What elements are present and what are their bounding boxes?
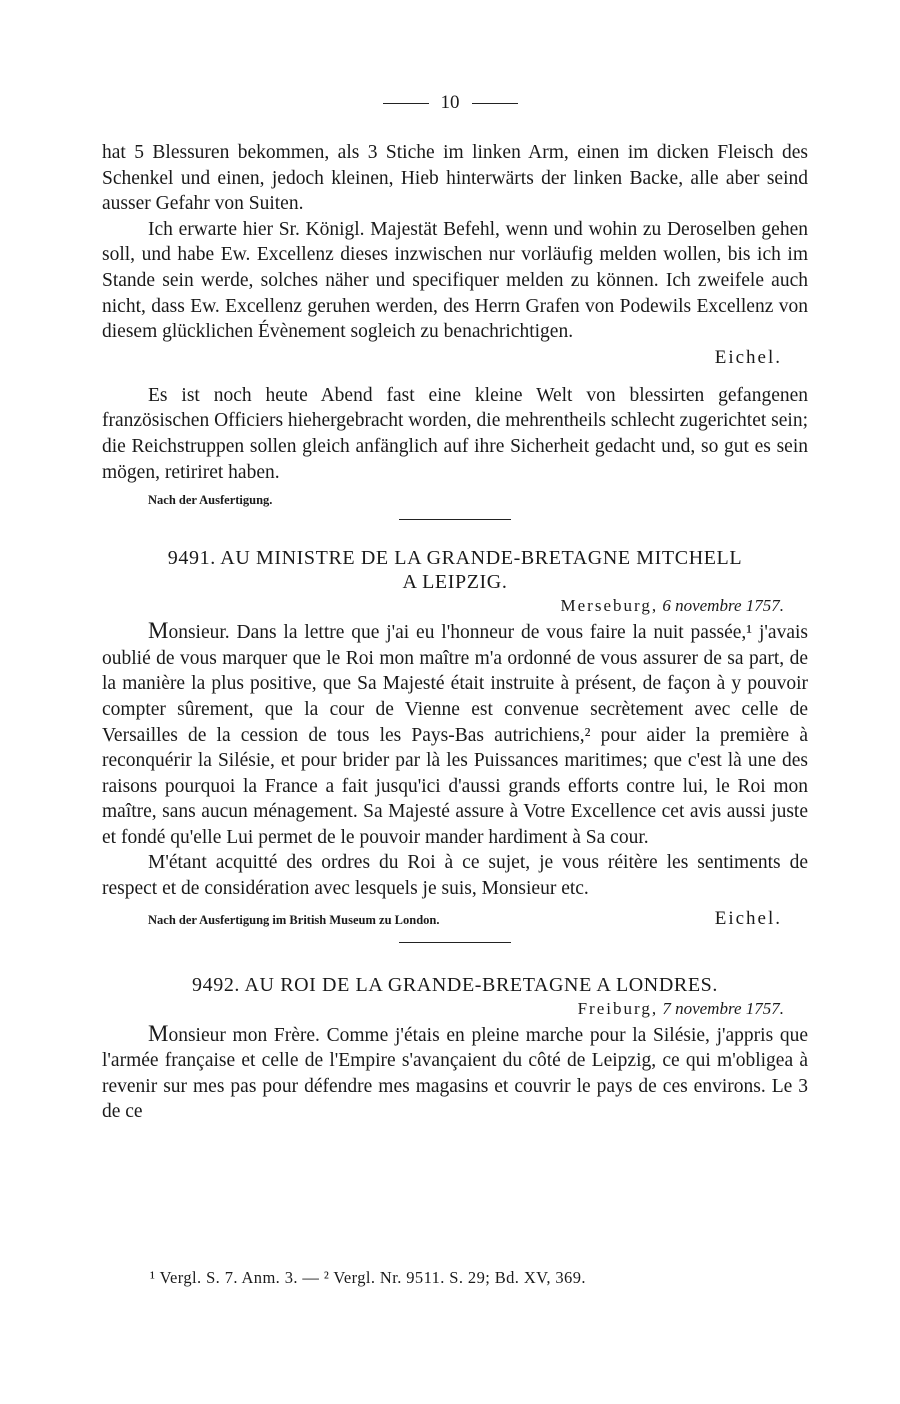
initial-m-9491: M: [148, 618, 169, 644]
heading-9492: 9492. AU ROI DE LA GRANDE-BRETAGNE A LONDRES.: [192, 973, 718, 996]
initial-m-9492: M: [148, 1020, 169, 1046]
page-number-text: 10: [440, 92, 460, 113]
heading-9491-line1: 9491. AU MINISTRE DE LA GRANDE-BRETAGNE MITCHELL: [167, 547, 743, 570]
dateline-9491-date: 6 novembre 1757.: [662, 596, 784, 616]
heading-9491-line2: A LEIPZIG.: [402, 571, 508, 594]
page-number: [0, 88, 900, 118]
page-number-dash-left: [383, 103, 429, 104]
dateline-9491-place: Merseburg,: [560, 596, 659, 616]
dateline-9492: [102, 997, 808, 1021]
dateline-9492-date: 7 novembre 1757.: [662, 998, 784, 1018]
source-note-9491: Nach der Ausfertigung im British Museum zu London.: [148, 912, 440, 927]
letter-9491-paragraph-1: [102, 618, 808, 850]
dateline-9491: [102, 594, 808, 618]
footnotes: ¹ Vergl. S. 7. Anm. 3. — ² Vergl. Nr. 9511. S. 29; Bd. XV, 369.: [150, 1268, 586, 1287]
source-note-1: Nach der Ausfertigung.: [148, 493, 273, 508]
postscript-paragraph: Es ist noch heute Abend fast eine kleine Welt von blessirten gefangenen französischen Officiers hiehergebracht worden, die mehrentheils schlecht zugerichtet sein; die Reichstruppen sollen gleich anfänglich auf ihre Sicherheit gedacht und, so gut es sein mögen, retiriret haben.: [102, 384, 808, 483]
letter-9491-paragraph-2: M'étant acquitté des ordres du Roi à ce sujet, je vous réitère les sentiments de respect et de considération avec lesquels je suis, Monsieur etc.: [102, 852, 808, 900]
source-row-9491: [102, 906, 808, 932]
letter-9492-paragraph-1-text: onsieur mon Frère. Comme j'étais en pleine marche pour la Silésie, j'appris que l'armée française et celle de l'Empire s'avançaient du côté de Leipzig, ce qui m'obligea à revenir sur mes pas pour défendre mes magasins et couvrir le pays de ces environs. Le 3 de ce: [102, 1024, 808, 1123]
signature-eichel-2: Eichel.: [714, 907, 782, 929]
page-body: [102, 140, 808, 1125]
dateline-9492-place: Freiburg,: [577, 998, 659, 1018]
page-number-dash-right: [472, 103, 518, 104]
opening-paragraph: hat 5 Blessuren bekommen, als 3 Stiche im linken Arm, einen im dicken Fleisch des Schenkel und einen, jedoch kleinen, Hieb hinterwärts der linken Backe, alle aber seind ausser Gefahr von Suiten.: [102, 142, 808, 215]
letter-9492-paragraph-1: [102, 1021, 808, 1125]
opening-paragraph-2: Ich erwarte hier Sr. Königl. Majestät Befehl, wenn und wohin zu Deroselben gehen soll, und habe Ew. Excellenz dieses inzwischen nur vorläufig melden wollen, bis ich im Stande sein werde, solches näher und specifiquer melden zu können. Ich zweifele auch nicht, dass Ew. Excellenz geruhen werden, des Herrn Grafen von Podewils Excellenz von diesem glücklichen Évènement sogleich zu benachrichtigen.: [102, 218, 808, 343]
signature-eichel-1: Eichel.: [714, 346, 782, 368]
letter-9491-paragraph-1-text: onsieur. Dans la lettre que j'ai eu l'honneur de vous faire la nuit passée,¹ j'avais oublié de vous marquer que le Roi mon maître m'a ordonné de vous assurer de sa part, de la manière la plus positive, que Sa Majesté était instruite à présent, de façon à y pouvoir compter sûrement, que la cour de Vienne est convenue secrètement avec celle de Versailles de la cession de tous les Pays-Bas autrichiens,² pour aider la première à reconquérir la Silésie, et pour brider par là les Puissances maritimes; que c'est là une des raisons pourquoi la France a fait jusqu'ici d'aussi grands efforts contre lui, le Roi mon maître, sans aucun ménagement. Sa Majesté assure à Votre Excellence cet avis aussi juste et fondé qu'elle Lui permet de le pouvoir mander hardiment à Sa cour.: [102, 622, 808, 848]
